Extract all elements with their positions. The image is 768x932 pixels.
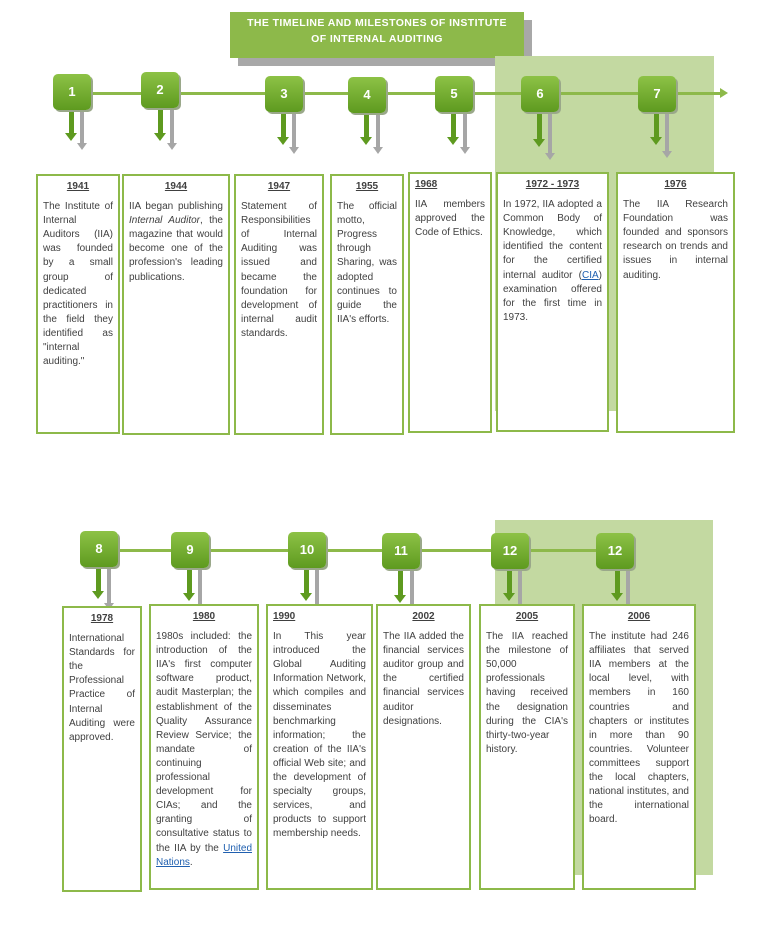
stem-arrow-head xyxy=(533,139,545,147)
stem xyxy=(304,568,309,594)
milestone-year: 2006 xyxy=(627,611,651,622)
stem-arrow-head xyxy=(300,593,312,601)
stem-shadow-head xyxy=(662,151,672,158)
milestone-card-1968 xyxy=(408,172,492,433)
milestone-text-cont: . xyxy=(189,856,193,868)
milestone-node-12: 12 xyxy=(491,533,529,569)
stem xyxy=(158,106,163,134)
stem xyxy=(281,110,286,138)
stem-arrow-head xyxy=(277,137,289,145)
milestone-node-6: 6 xyxy=(521,76,559,112)
milestone-text: In 1972, IIA adopted a Common Body of Knowledge, which identified the content for the certified internal auditor ( xyxy=(503,199,602,281)
milestone-text: The official motto, Progress through Sharing, was adopted continues to guide the IIA's efforts. xyxy=(337,201,397,325)
milestone-text: In This year introduced the Global Auditing Information Network, which compiles and disseminates benchmarking information; the creation of the IIA's official Web site; and the development of specialty groups, services, and products to support membership needs. xyxy=(273,631,366,840)
milestone-text: The IIA Research Foundation was founded and sponsors research on trends and issues in internal auditing. xyxy=(623,199,728,281)
stem-arrow-head xyxy=(154,133,166,141)
stem-shadow xyxy=(292,110,296,148)
stem-arrow-head xyxy=(65,133,77,141)
milestone-year: 1980 xyxy=(192,611,216,622)
milestone-card-1941 xyxy=(36,174,120,434)
milestone-card-1980 xyxy=(149,604,259,890)
stem-shadow xyxy=(198,568,202,606)
stem-shadow xyxy=(548,114,552,154)
stem-shadow xyxy=(80,106,84,144)
milestone-card-2005 xyxy=(479,604,575,890)
stem xyxy=(654,112,659,138)
stem-shadow xyxy=(376,110,380,148)
page-title: THE TIMELINE AND MILESTONES OF INSTITUTE OF INTERNAL AUDITING xyxy=(230,12,524,58)
stem-shadow-head xyxy=(373,147,383,154)
milestone-card-1955 xyxy=(330,174,404,435)
milestone-node-2: 2 xyxy=(141,72,179,108)
stem-shadow xyxy=(518,570,522,606)
united-nations-link[interactable]: United Nations xyxy=(156,842,252,868)
milestone-year: 1972 - 1973 xyxy=(525,179,580,190)
stem-shadow-head xyxy=(167,143,177,150)
milestone-card-1944 xyxy=(122,174,230,435)
stem-arrow-head xyxy=(360,137,372,145)
milestone-card-1976 xyxy=(616,172,735,433)
milestone-text: IIA members approved the Code of Ethics. xyxy=(415,199,485,239)
stem-arrow-head xyxy=(394,595,406,603)
milestone-year: 2005 xyxy=(515,611,539,622)
milestone-year: 1941 xyxy=(66,181,90,192)
stem-shadow xyxy=(626,570,630,606)
cia-link[interactable]: CIA xyxy=(581,269,599,281)
stem xyxy=(507,570,512,594)
milestone-node-9: 9 xyxy=(171,532,209,568)
stem-shadow xyxy=(410,570,414,608)
milestone-card-1978 xyxy=(62,606,142,892)
stem xyxy=(187,568,192,594)
milestone-year: 1976 xyxy=(664,179,687,190)
milestone-node-12b: 12 xyxy=(596,533,634,569)
milestone-text: 1980s included: the introduction of the IIA's first computer software product, audit Masterplan; the establishment of the Quality Assurance Review Service; the mandate of continuing professional development for CIAs; and the granting of consultative status to the IIA by the xyxy=(156,631,252,854)
milestone-text: The Institute of Internal Auditors (IIA) was founded by a small group of dedicated practitioners in the field they identified as "internal auditing." xyxy=(43,201,113,368)
stem-shadow-head xyxy=(77,143,87,150)
magazine-title: Internal Auditor xyxy=(129,215,200,227)
milestone-text: Statement of Responsibilities of Internal Auditing was issued and became the foundation for development of internal audit standards. xyxy=(241,201,317,339)
milestone-node-7: 7 xyxy=(638,76,676,112)
stem-shadow xyxy=(463,110,467,148)
stem xyxy=(69,106,74,134)
stem-arrow-head xyxy=(183,593,195,601)
milestone-card-2006 xyxy=(582,604,696,890)
stem-shadow xyxy=(107,566,111,604)
milestone-node-8: 8 xyxy=(80,531,118,567)
timeline-arrow-top xyxy=(720,88,728,98)
milestone-year: 2002 xyxy=(412,611,435,622)
milestone-text-cont: , the magazine that would become one of the profession's leading publications. xyxy=(129,215,223,283)
stem xyxy=(96,566,101,592)
milestone-card-1947 xyxy=(234,174,324,435)
milestone-card-1990 xyxy=(266,604,373,890)
milestone-year: 1955 xyxy=(355,181,379,192)
stem-shadow-head xyxy=(545,153,555,160)
milestone-node-3: 3 xyxy=(265,76,303,112)
milestone-year: 1947 xyxy=(267,181,291,192)
milestone-year: 1978 xyxy=(90,613,114,624)
stem xyxy=(615,570,620,594)
milestone-card-1972-1973 xyxy=(496,172,609,432)
stem-arrow-head xyxy=(92,591,104,599)
stem-arrow-head xyxy=(447,137,459,145)
timeline-line-top xyxy=(90,92,720,95)
stem xyxy=(537,114,542,140)
stem xyxy=(364,110,369,138)
milestone-year: 1944 xyxy=(164,181,188,192)
milestone-node-1: 1 xyxy=(53,74,91,110)
milestone-text: The IIA reached the milestone of 50,000 professionals having received the designation during the CIA's thirty-two-year history. xyxy=(486,631,568,755)
stem-shadow-head xyxy=(289,147,299,154)
milestone-text: IIA began publishing xyxy=(129,201,223,213)
milestone-text: The institute had 246 affiliates that served IIA members at the local level, with members in 160 countries and chapters or institutes in more than 90 countries. Volunteer committees support the local chapters, national institutes, and the international board. xyxy=(589,631,689,826)
milestone-node-4: 4 xyxy=(348,77,386,113)
milestone-text: The IIA added the financial services auditor group and the certified financial services auditor designations. xyxy=(383,631,464,727)
milestone-node-10: 10 xyxy=(288,532,326,568)
stem-shadow xyxy=(170,106,174,144)
stem-shadow xyxy=(665,112,669,152)
milestone-node-5: 5 xyxy=(435,76,473,112)
stem xyxy=(398,570,403,596)
milestone-card-2002 xyxy=(376,604,471,890)
stem-arrow-head xyxy=(503,593,515,601)
stem-arrow-head xyxy=(611,593,623,601)
stem-shadow xyxy=(315,568,319,608)
stem-shadow-head xyxy=(460,147,470,154)
stem-arrow-head xyxy=(650,137,662,145)
milestone-text: International Standards for the Professional Practice of Internal Auditing were approved. xyxy=(69,633,135,743)
milestone-node-11: 11 xyxy=(382,533,420,569)
milestone-year: 1990 xyxy=(273,611,296,622)
milestone-year: 1968 xyxy=(415,179,438,190)
stem xyxy=(451,110,456,138)
milestone-text-cont: ) examination offered for the first time in 1973. xyxy=(503,269,602,323)
